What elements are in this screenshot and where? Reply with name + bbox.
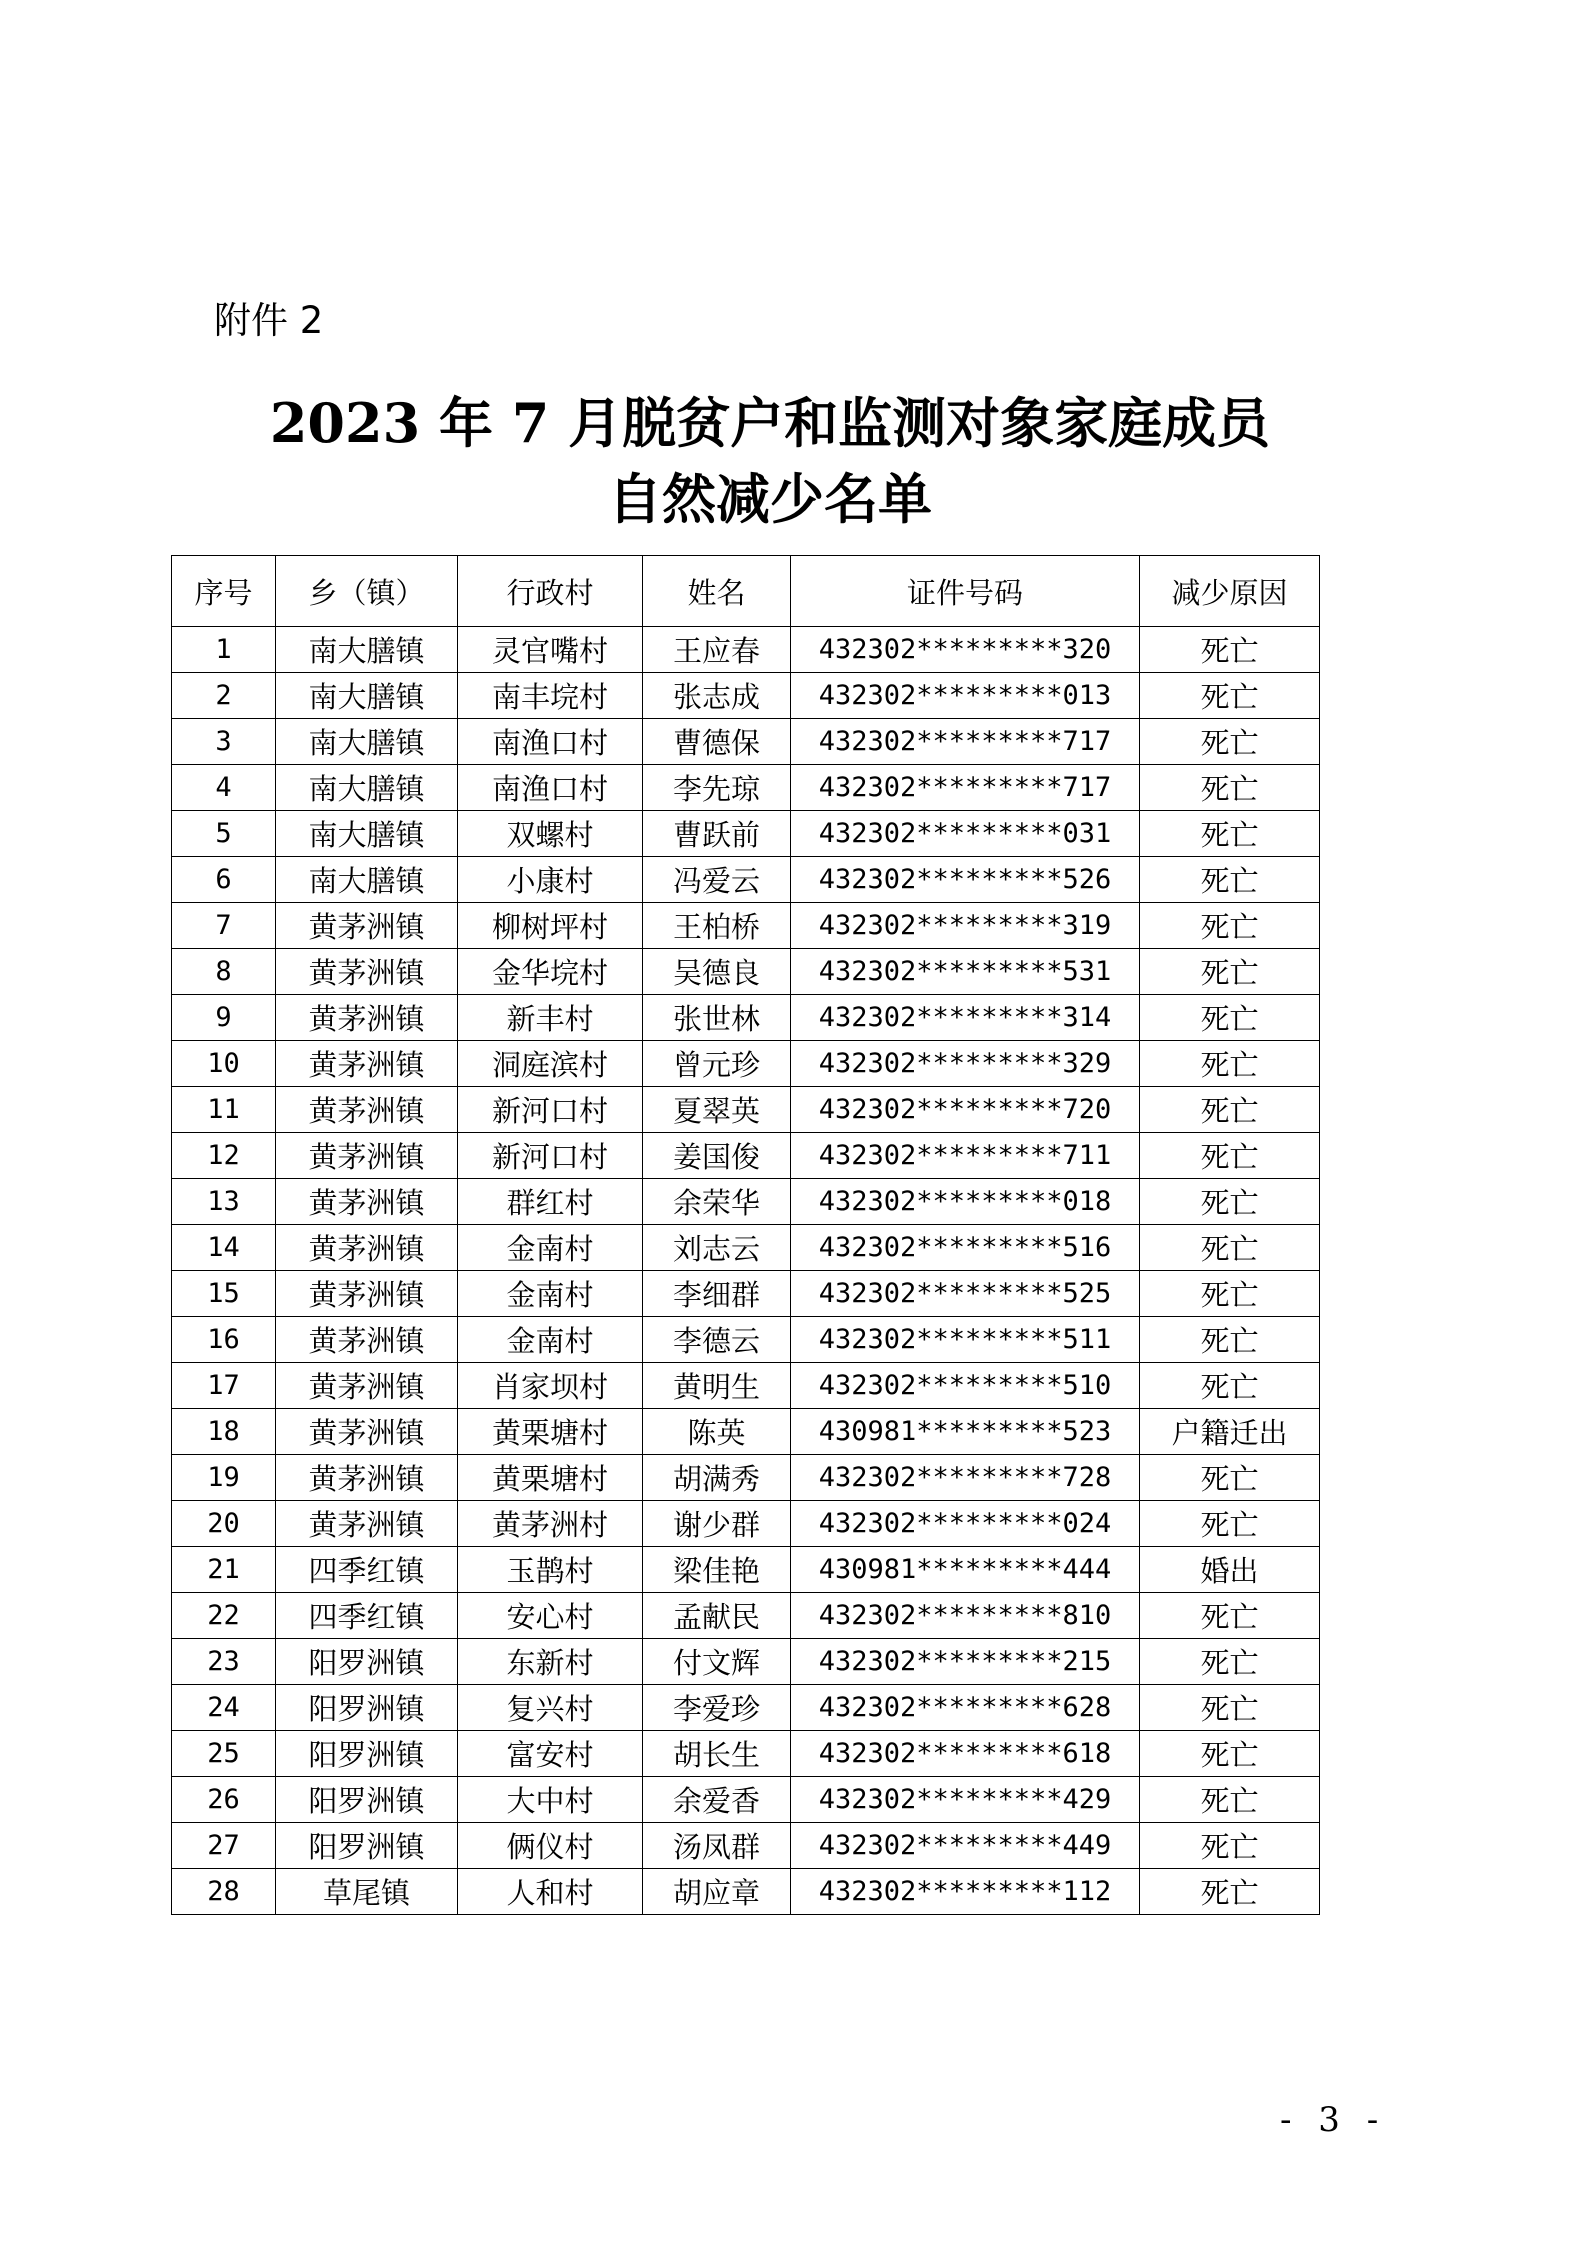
cell-name: 刘志云 xyxy=(643,1225,791,1271)
cell-village: 俩仪村 xyxy=(458,1823,643,1869)
table-row xyxy=(172,811,1320,857)
cell-id-number: 432302*********013 xyxy=(791,673,1140,719)
table-body xyxy=(172,627,1320,1915)
header-id-number: 证件号码 xyxy=(791,556,1140,627)
cell-village: 玉鹊村 xyxy=(458,1547,643,1593)
cell-township: 黄茅洲镇 xyxy=(276,1179,458,1225)
cell-reason: 死亡 xyxy=(1140,1823,1320,1869)
cell-township: 黄茅洲镇 xyxy=(276,1409,458,1455)
cell-reason: 死亡 xyxy=(1140,1777,1320,1823)
title-line-1: 2023 年 7 月脱贫户和监测对象家庭成员 xyxy=(269,391,1271,455)
cell-serial: 13 xyxy=(172,1179,276,1225)
cell-township: 草尾镇 xyxy=(276,1869,458,1915)
cell-village: 黄茅洲村 xyxy=(458,1501,643,1547)
cell-id-number: 432302*********728 xyxy=(791,1455,1140,1501)
cell-reason: 死亡 xyxy=(1140,627,1320,673)
cell-village: 洞庭滨村 xyxy=(458,1041,643,1087)
cell-serial: 28 xyxy=(172,1869,276,1915)
cell-serial: 8 xyxy=(172,949,276,995)
cell-id-number: 432302*********429 xyxy=(791,1777,1140,1823)
cell-village: 南渔口村 xyxy=(458,719,643,765)
cell-village: 金华垸村 xyxy=(458,949,643,995)
cell-township: 黄茅洲镇 xyxy=(276,995,458,1041)
cell-id-number: 432302*********215 xyxy=(791,1639,1140,1685)
cell-township: 黄茅洲镇 xyxy=(276,1363,458,1409)
table-row xyxy=(172,1777,1320,1823)
cell-id-number: 432302*********511 xyxy=(791,1317,1140,1363)
cell-reason: 死亡 xyxy=(1140,811,1320,857)
cell-reason: 死亡 xyxy=(1140,1869,1320,1915)
cell-village: 人和村 xyxy=(458,1869,643,1915)
table-row xyxy=(172,1593,1320,1639)
cell-serial: 19 xyxy=(172,1455,276,1501)
cell-village: 群红村 xyxy=(458,1179,643,1225)
cell-id-number: 432302*********717 xyxy=(791,719,1140,765)
cell-reason: 死亡 xyxy=(1140,903,1320,949)
table-row xyxy=(172,1869,1320,1915)
cell-reason: 死亡 xyxy=(1140,857,1320,903)
cell-serial: 20 xyxy=(172,1501,276,1547)
table-row xyxy=(172,627,1320,673)
table-row xyxy=(172,1685,1320,1731)
cell-village: 新河口村 xyxy=(458,1133,643,1179)
cell-name: 胡应章 xyxy=(643,1869,791,1915)
cell-serial: 10 xyxy=(172,1041,276,1087)
table-row xyxy=(172,1363,1320,1409)
cell-township: 黄茅洲镇 xyxy=(276,1317,458,1363)
cell-township: 南大膳镇 xyxy=(276,857,458,903)
cell-id-number: 432302*********810 xyxy=(791,1593,1140,1639)
roster-table xyxy=(171,555,1320,1915)
cell-township: 南大膳镇 xyxy=(276,673,458,719)
cell-village: 东新村 xyxy=(458,1639,643,1685)
cell-name: 李细群 xyxy=(643,1271,791,1317)
cell-reason: 死亡 xyxy=(1140,1731,1320,1777)
cell-serial: 2 xyxy=(172,673,276,719)
table-row xyxy=(172,995,1320,1041)
cell-reason: 死亡 xyxy=(1140,1179,1320,1225)
cell-name: 谢少群 xyxy=(643,1501,791,1547)
cell-township: 黄茅洲镇 xyxy=(276,903,458,949)
cell-reason: 死亡 xyxy=(1140,949,1320,995)
cell-village: 双螺村 xyxy=(458,811,643,857)
cell-reason: 死亡 xyxy=(1140,1271,1320,1317)
cell-serial: 1 xyxy=(172,627,276,673)
cell-id-number: 432302*********720 xyxy=(791,1087,1140,1133)
cell-township: 黄茅洲镇 xyxy=(276,1225,458,1271)
cell-id-number: 432302*********531 xyxy=(791,949,1140,995)
table-row xyxy=(172,903,1320,949)
cell-township: 黄茅洲镇 xyxy=(276,1501,458,1547)
cell-village: 安心村 xyxy=(458,1593,643,1639)
table-header-row xyxy=(172,556,1320,627)
cell-name: 夏翠英 xyxy=(643,1087,791,1133)
title-line-2: 自然减少名单 xyxy=(608,467,932,531)
table-row xyxy=(172,1041,1320,1087)
cell-reason: 死亡 xyxy=(1140,1087,1320,1133)
cell-serial: 7 xyxy=(172,903,276,949)
cell-name: 黄明生 xyxy=(643,1363,791,1409)
table-row xyxy=(172,1501,1320,1547)
cell-village: 南渔口村 xyxy=(458,765,643,811)
cell-village: 黄栗塘村 xyxy=(458,1455,643,1501)
page-number: - 3 - xyxy=(1280,2100,1387,2140)
cell-reason: 死亡 xyxy=(1140,1317,1320,1363)
table-row xyxy=(172,1547,1320,1593)
cell-reason: 死亡 xyxy=(1140,1593,1320,1639)
cell-name: 梁佳艳 xyxy=(643,1547,791,1593)
cell-id-number: 432302*********510 xyxy=(791,1363,1140,1409)
table-row xyxy=(172,1639,1320,1685)
table-row xyxy=(172,1455,1320,1501)
cell-township: 黄茅洲镇 xyxy=(276,1271,458,1317)
header-village: 行政村 xyxy=(458,556,643,627)
cell-reason: 死亡 xyxy=(1140,765,1320,811)
cell-serial: 6 xyxy=(172,857,276,903)
cell-township: 阳罗洲镇 xyxy=(276,1823,458,1869)
cell-village: 小康村 xyxy=(458,857,643,903)
cell-name: 余爱香 xyxy=(643,1777,791,1823)
cell-id-number: 430981*********523 xyxy=(791,1409,1140,1455)
table-row xyxy=(172,1823,1320,1869)
cell-reason: 死亡 xyxy=(1140,1685,1320,1731)
cell-name: 张志成 xyxy=(643,673,791,719)
cell-id-number: 432302*********516 xyxy=(791,1225,1140,1271)
document-title xyxy=(0,385,1540,537)
table-row xyxy=(172,949,1320,995)
cell-township: 黄茅洲镇 xyxy=(276,1133,458,1179)
cell-village: 富安村 xyxy=(458,1731,643,1777)
cell-village: 黄栗塘村 xyxy=(458,1409,643,1455)
cell-village: 新河口村 xyxy=(458,1087,643,1133)
cell-township: 南大膳镇 xyxy=(276,765,458,811)
cell-reason: 死亡 xyxy=(1140,1455,1320,1501)
cell-serial: 5 xyxy=(172,811,276,857)
cell-name: 冯爱云 xyxy=(643,857,791,903)
cell-id-number: 430981*********444 xyxy=(791,1547,1140,1593)
cell-id-number: 432302*********314 xyxy=(791,995,1140,1041)
cell-serial: 14 xyxy=(172,1225,276,1271)
cell-township: 黄茅洲镇 xyxy=(276,949,458,995)
cell-reason: 死亡 xyxy=(1140,719,1320,765)
attachment-label: 附件 2 xyxy=(214,299,324,342)
cell-township: 四季红镇 xyxy=(276,1547,458,1593)
cell-serial: 26 xyxy=(172,1777,276,1823)
cell-serial: 25 xyxy=(172,1731,276,1777)
cell-name: 胡满秀 xyxy=(643,1455,791,1501)
cell-name: 余荣华 xyxy=(643,1179,791,1225)
cell-village: 大中村 xyxy=(458,1777,643,1823)
cell-name: 李爱珍 xyxy=(643,1685,791,1731)
cell-reason: 死亡 xyxy=(1140,673,1320,719)
cell-serial: 16 xyxy=(172,1317,276,1363)
cell-township: 阳罗洲镇 xyxy=(276,1685,458,1731)
cell-township: 四季红镇 xyxy=(276,1593,458,1639)
table-row xyxy=(172,1317,1320,1363)
cell-reason: 户籍迁出 xyxy=(1140,1409,1320,1455)
cell-name: 汤凤群 xyxy=(643,1823,791,1869)
cell-name: 孟献民 xyxy=(643,1593,791,1639)
cell-id-number: 432302*********526 xyxy=(791,857,1140,903)
cell-id-number: 432302*********018 xyxy=(791,1179,1140,1225)
table-row xyxy=(172,719,1320,765)
header-name: 姓名 xyxy=(643,556,791,627)
cell-township: 南大膳镇 xyxy=(276,719,458,765)
cell-township: 阳罗洲镇 xyxy=(276,1731,458,1777)
cell-serial: 22 xyxy=(172,1593,276,1639)
cell-township: 南大膳镇 xyxy=(276,811,458,857)
cell-id-number: 432302*********449 xyxy=(791,1823,1140,1869)
cell-name: 曹跃前 xyxy=(643,811,791,857)
cell-id-number: 432302*********031 xyxy=(791,811,1140,857)
cell-name: 李先琼 xyxy=(643,765,791,811)
cell-serial: 24 xyxy=(172,1685,276,1731)
cell-name: 吴德良 xyxy=(643,949,791,995)
cell-id-number: 432302*********711 xyxy=(791,1133,1140,1179)
table-row xyxy=(172,1409,1320,1455)
table-row xyxy=(172,1179,1320,1225)
cell-serial: 9 xyxy=(172,995,276,1041)
cell-reason: 死亡 xyxy=(1140,1363,1320,1409)
cell-township: 南大膳镇 xyxy=(276,627,458,673)
cell-name: 李德云 xyxy=(643,1317,791,1363)
cell-serial: 12 xyxy=(172,1133,276,1179)
cell-name: 张世林 xyxy=(643,995,791,1041)
cell-township: 阳罗洲镇 xyxy=(276,1639,458,1685)
cell-id-number: 432302*********319 xyxy=(791,903,1140,949)
cell-township: 黄茅洲镇 xyxy=(276,1455,458,1501)
cell-id-number: 432302*********329 xyxy=(791,1041,1140,1087)
cell-id-number: 432302*********320 xyxy=(791,627,1140,673)
cell-village: 金南村 xyxy=(458,1317,643,1363)
cell-village: 灵官嘴村 xyxy=(458,627,643,673)
cell-name: 胡长生 xyxy=(643,1731,791,1777)
cell-serial: 21 xyxy=(172,1547,276,1593)
cell-township: 黄茅洲镇 xyxy=(276,1087,458,1133)
cell-reason: 死亡 xyxy=(1140,1225,1320,1271)
cell-id-number: 432302*********024 xyxy=(791,1501,1140,1547)
cell-serial: 11 xyxy=(172,1087,276,1133)
table-row xyxy=(172,1731,1320,1777)
cell-village: 南丰垸村 xyxy=(458,673,643,719)
cell-township: 阳罗洲镇 xyxy=(276,1777,458,1823)
table-row xyxy=(172,1225,1320,1271)
cell-name: 王柏桥 xyxy=(643,903,791,949)
cell-reason: 死亡 xyxy=(1140,1041,1320,1087)
cell-village: 柳树坪村 xyxy=(458,903,643,949)
cell-village: 金南村 xyxy=(458,1271,643,1317)
cell-reason: 死亡 xyxy=(1140,1639,1320,1685)
cell-reason: 死亡 xyxy=(1140,1501,1320,1547)
cell-serial: 23 xyxy=(172,1639,276,1685)
cell-serial: 4 xyxy=(172,765,276,811)
cell-name: 曾元珍 xyxy=(643,1041,791,1087)
cell-village: 肖家坝村 xyxy=(458,1363,643,1409)
cell-id-number: 432302*********525 xyxy=(791,1271,1140,1317)
cell-serial: 27 xyxy=(172,1823,276,1869)
cell-reason: 婚出 xyxy=(1140,1547,1320,1593)
cell-name: 陈英 xyxy=(643,1409,791,1455)
header-township: 乡（镇） xyxy=(276,556,458,627)
header-serial: 序号 xyxy=(172,556,276,627)
cell-village: 复兴村 xyxy=(458,1685,643,1731)
cell-reason: 死亡 xyxy=(1140,995,1320,1041)
cell-name: 姜国俊 xyxy=(643,1133,791,1179)
cell-name: 付文辉 xyxy=(643,1639,791,1685)
cell-name: 曹德保 xyxy=(643,719,791,765)
cell-village: 金南村 xyxy=(458,1225,643,1271)
cell-serial: 15 xyxy=(172,1271,276,1317)
cell-reason: 死亡 xyxy=(1140,1133,1320,1179)
cell-township: 黄茅洲镇 xyxy=(276,1041,458,1087)
header-reason: 减少原因 xyxy=(1140,556,1320,627)
table-row xyxy=(172,765,1320,811)
table-row xyxy=(172,1133,1320,1179)
table-row xyxy=(172,1087,1320,1133)
cell-id-number: 432302*********628 xyxy=(791,1685,1140,1731)
table-row xyxy=(172,857,1320,903)
table-row xyxy=(172,1271,1320,1317)
cell-id-number: 432302*********112 xyxy=(791,1869,1140,1915)
cell-id-number: 432302*********618 xyxy=(791,1731,1140,1777)
cell-serial: 17 xyxy=(172,1363,276,1409)
cell-id-number: 432302*********717 xyxy=(791,765,1140,811)
cell-name: 王应春 xyxy=(643,627,791,673)
cell-serial: 3 xyxy=(172,719,276,765)
cell-serial: 18 xyxy=(172,1409,276,1455)
table-row xyxy=(172,673,1320,719)
cell-village: 新丰村 xyxy=(458,995,643,1041)
